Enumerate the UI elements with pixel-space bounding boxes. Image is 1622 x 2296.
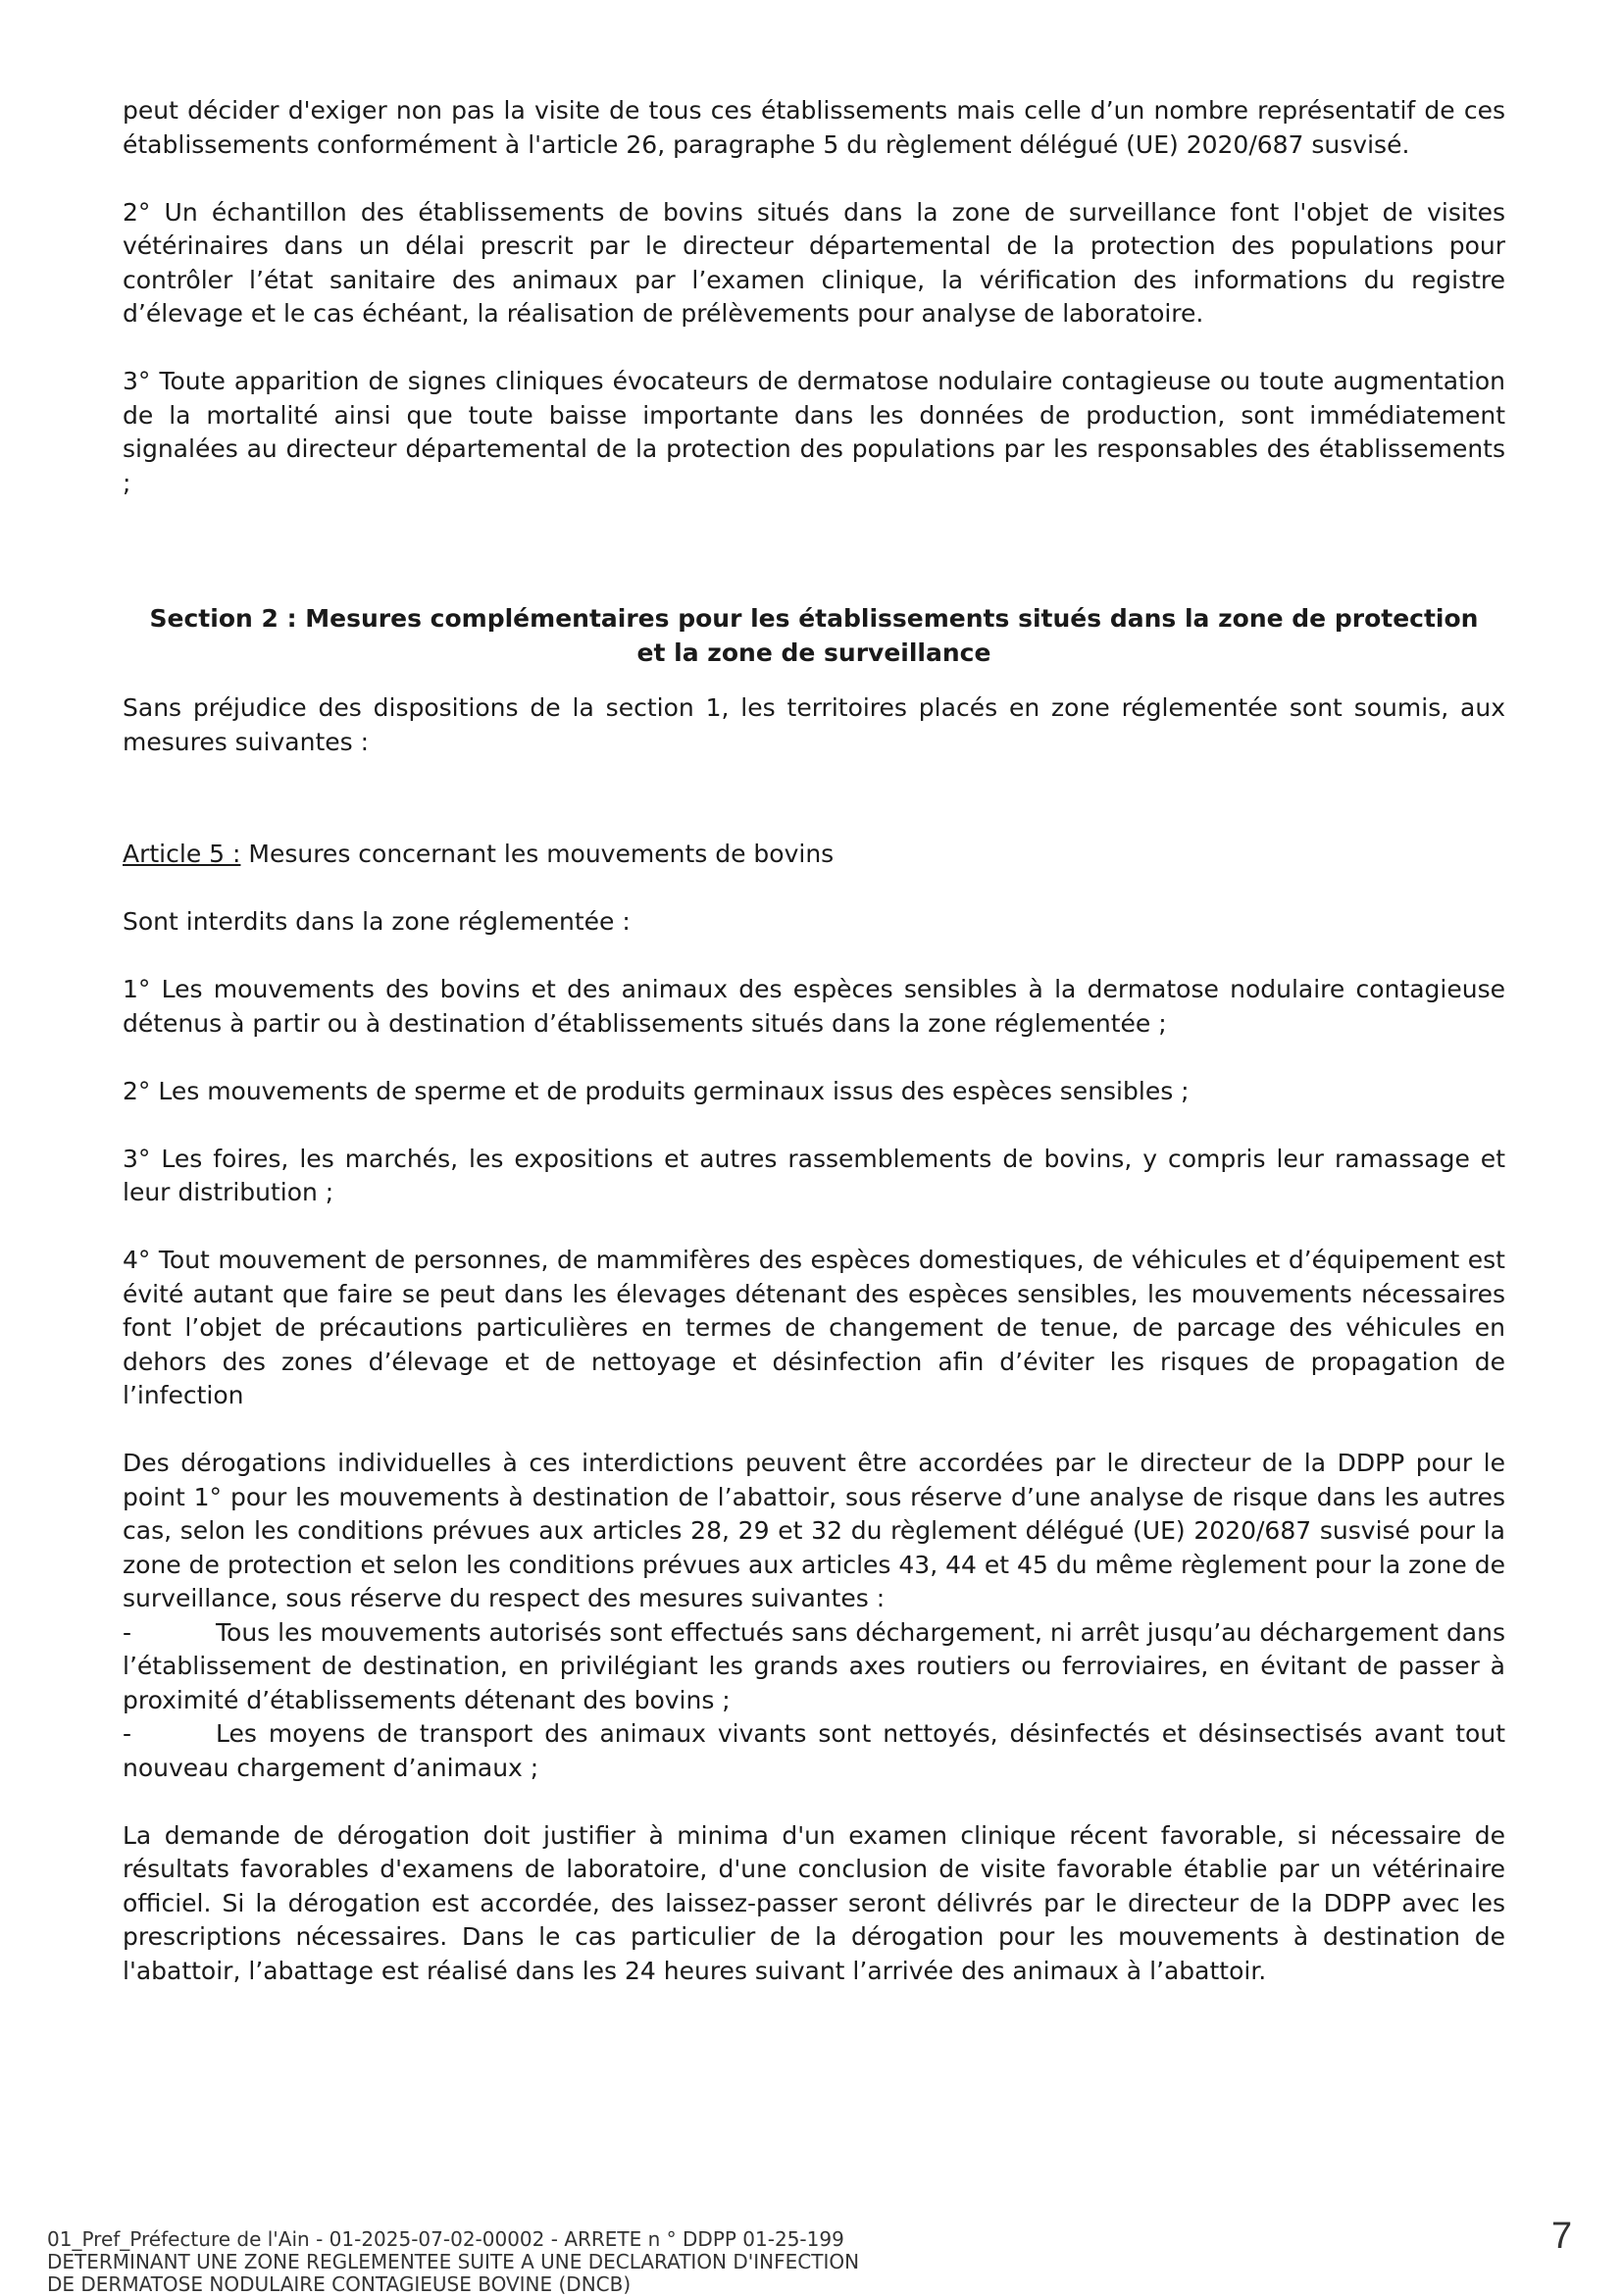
- footer-line-1: 01_Pref_Préfecture de l'Ain - 01-2025-07-02-00002 - ARRETE n ° DDPP 01-25-199: [47, 2227, 844, 2251]
- article-5-item-4: 4° Tout mouvement de personnes, de mammifères des espèces domestiques, de véhicules et d’équipement est évité autant que faire se peut dans les élevages détenant des espèces sensibles, les mouvements nécessaires font l’objet de précautions particulières en termes de changement de tenue, de parcage des véhicules en dehors des zones d’élevage et de nettoyage et désinfection afin d’éviter les risques de propagation de l’infection: [123, 1246, 1505, 1409]
- article-5-lead: Sont interdits dans la zone réglementée :: [123, 907, 631, 936]
- section-2-title: Section 2 : Mesures complémentaires pour les établissements situés dans la zone de protection et la zone de surveillance: [149, 604, 1479, 667]
- article-5-label: Article 5 :: [123, 840, 241, 868]
- paragraph-item-3: 3° Toute apparition de signes cliniques évocateurs de dermatose nodulaire contagieuse ou toute augmentation de la mortalité ainsi que toute baisse importante dans les données de production, sont immédiatement signalées au directeur départemental de la protection des populations par les responsables des établissements ;: [123, 367, 1505, 497]
- page-number: 7: [1551, 2216, 1573, 2257]
- paragraph-intro: peut décider d'exiger non pas la visite de tous ces établissements mais celle d’un nombre représentatif de ces établissements conformément à l'article 26, paragraphe 5 du règlement délégué (UE) 2020/687 susvisé.: [123, 96, 1505, 159]
- article-5-heading: [123, 838, 1505, 872]
- dash-item-1-text: Tous les mouvements autorisés sont effectués sans déchargement, ni arrêt jusqu’au déchargement dans l’établissement de destination, en privilégiant les grands axes routiers ou ferroviaires, en évitant de passer à proximité d’établissements détenant des bovins ;: [123, 1617, 1505, 1714]
- paragraph-item-2: 2° Un échantillon des établissements de bovins situés dans la zone de surveillance font l'objet de visites vétérinaires dans un délai prescrit par le directeur départemental de la protection des populations pour contrôler l’état sanitaire des animaux par l’examen clinique, la vérification des informations du registre d’élevage et le cas échéant, la réalisation de prélèvements pour analyse de laboratoire.: [123, 197, 1505, 328]
- dash-item-2-text: Les moyens de transport des animaux vivants sont nettoyés, désinfectés et désinsectisés avant tout nouveau chargement d’animaux ;: [123, 1719, 1505, 1782]
- page-footer: [47, 2228, 1028, 2296]
- footer-line-3: DE DERMATOSE NODULAIRE CONTAGIEUSE BOVINE (DNCB): [47, 2272, 632, 2296]
- dash-marker: -: [123, 1719, 132, 1748]
- article-5-item-2: 2° Les mouvements de sperme et de produits germinaux issus des espèces sensibles ;: [123, 1076, 1190, 1105]
- dash-item-1: [123, 1616, 1505, 1718]
- dash-marker: -: [123, 1617, 132, 1647]
- section-2-intro: Sans préjudice des dispositions de la section 1, les territoires placés en zone réglementée sont soumis, aux mesures suivantes :: [123, 693, 1505, 756]
- dash-item-2: [123, 1717, 1505, 1785]
- document-body: [123, 94, 1505, 1988]
- article-5-item-3: 3° Les foires, les marchés, les expositions et autres rassemblements de bovins, y compris leur ramassage et leur distribution ;: [123, 1144, 1505, 1206]
- footer-line-2: DETERMINANT UNE ZONE REGLEMENTEE SUITE A UNE DECLARATION D'INFECTION: [47, 2250, 860, 2273]
- derogations-paragraph: Des dérogations individuelles à ces interdictions peuvent être accordées par le directeur de la DDPP pour le point 1° pour les mouvements à destination de l’abattoir, sous réserve d’une analyse de risque dans les autres cas, selon les conditions prévues aux articles 28, 29 et 32 du règlement délégué (UE) 2020/687 susvisé pour la zone de protection et selon les conditions prévues aux articles 43, 44 et 45 du même règlement pour la zone de surveillance, sous réserve du respect des mesures suivantes :: [123, 1449, 1505, 1612]
- derogation-request-paragraph: La demande de dérogation doit justifier à minima d'un examen clinique récent favorable, si nécessaire de résultats favorables d'examens de laboratoire, d'une conclusion de visite favorable établie par un vétérinaire officiel. Si la dérogation est accordée, des laissez-passer seront délivrés par le directeur de la DDPP avec les prescriptions nécessaires. Dans le cas particulier de la dérogation pour les mouvements à destination de l'abattoir, l’abattage est réalisé dans les 24 heures suivant l’arrivée des animaux à l’abattoir.: [123, 1820, 1505, 1985]
- article-5-item-1: 1° Les mouvements des bovins et des animaux des espèces sensibles à la dermatose nodulaire contagieuse détenus à partir ou à destination d’établissements situés dans la zone réglementée ;: [123, 975, 1505, 1038]
- article-5-title: Mesures concernant les mouvements de bovins: [240, 840, 835, 868]
